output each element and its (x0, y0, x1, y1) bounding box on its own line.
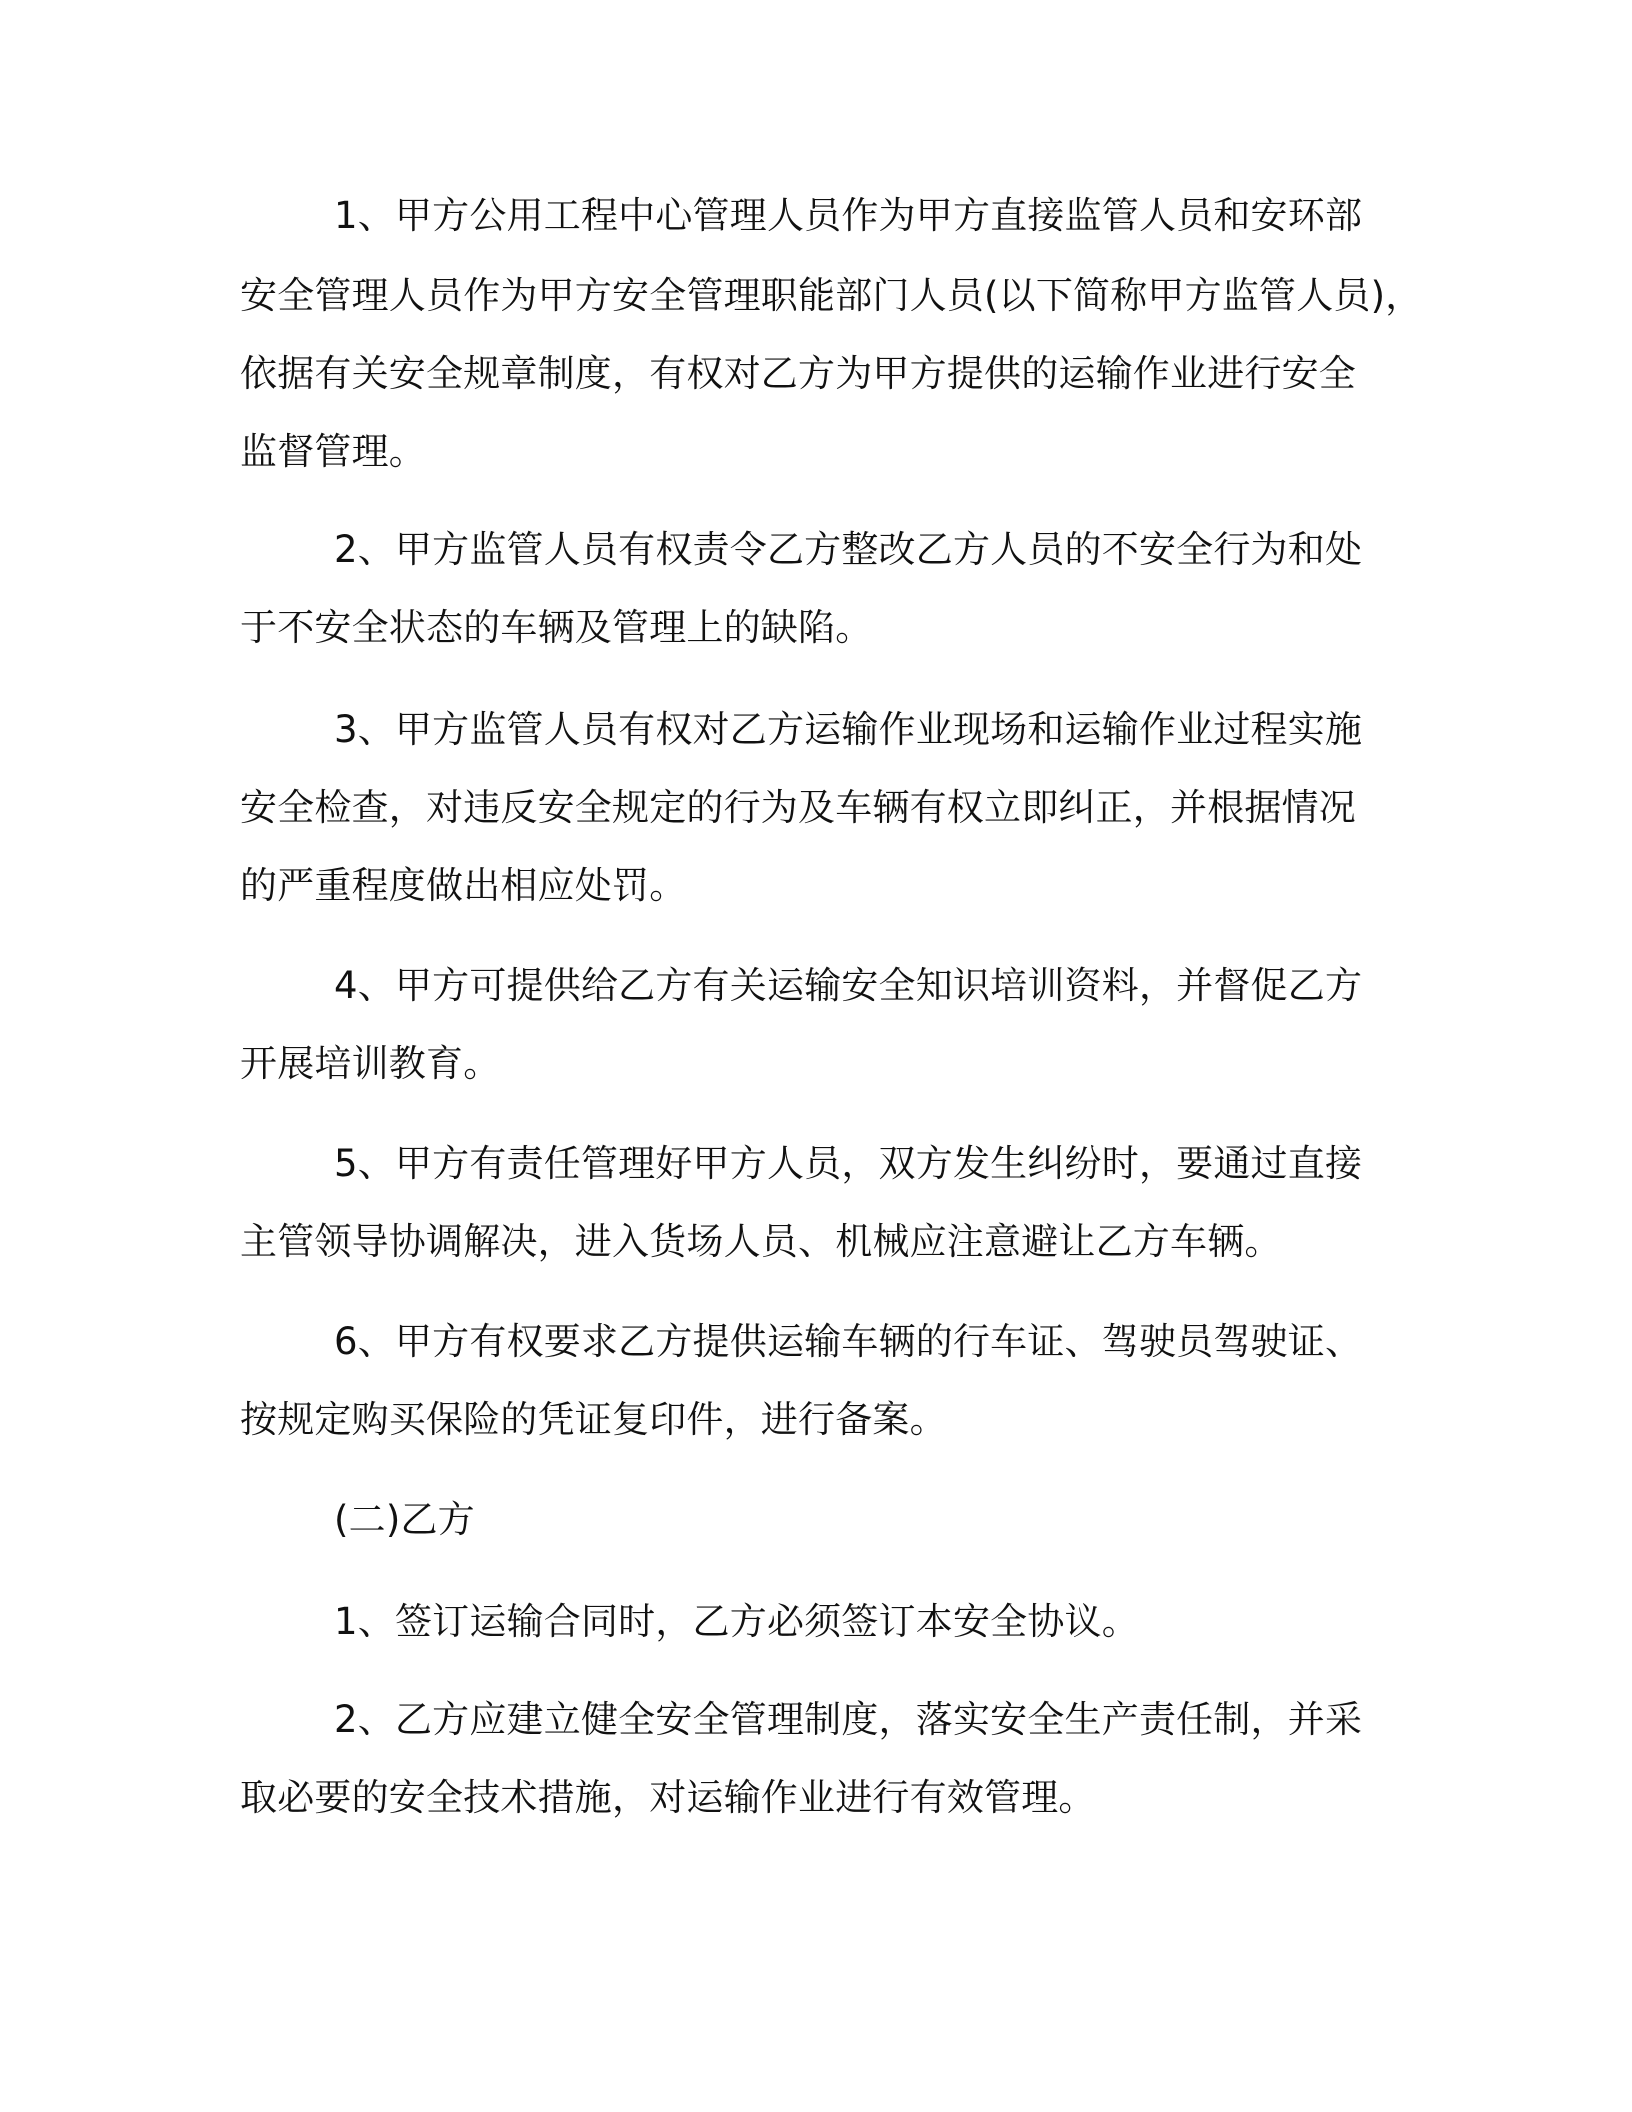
text-line: 安全检查，对违反安全规定的行为及车辆有权立即纠正，并根据情况 (240, 786, 1356, 829)
text-line: 于不安全状态的车辆及管理上的缺陷。 (240, 606, 873, 649)
text-line: 5、甲方有责任管理好甲方人员，双方发生纠纷时，要通过直接 (334, 1142, 1363, 1185)
text-line: 按规定购买保险的凭证复印件，进行备案。 (240, 1398, 947, 1441)
text-line: 依据有关安全规章制度，有权对乙方为甲方提供的运输作业进行安全 (240, 352, 1356, 395)
text-line: 开展培训教育。 (240, 1042, 501, 1085)
text-line: 安全管理人员作为甲方安全管理职能部门人员(以下简称甲方监管人员)， (240, 274, 1423, 317)
text-line: 4、甲方可提供给乙方有关运输安全知识培训资料，并督促乙方 (334, 964, 1363, 1007)
text-line: 取必要的安全技术措施，对运输作业进行有效管理。 (240, 1776, 1096, 1819)
text-line: 2、甲方监管人员有权责令乙方整改乙方人员的不安全行为和处 (334, 528, 1363, 571)
text-line: 监督管理。 (240, 430, 426, 473)
section-heading: (二)乙方 (334, 1498, 475, 1541)
text-line: 1、签订运输合同时，乙方必须签订本安全协议。 (334, 1600, 1139, 1643)
text-line: 6、甲方有权要求乙方提供运输车辆的行车证、驾驶员驾驶证、 (334, 1320, 1363, 1363)
text-line: 主管领导协调解决，进入货场人员、机械应注意避让乙方车辆。 (240, 1220, 1282, 1263)
text-line: 的严重程度做出相应处罚。 (240, 864, 687, 907)
text-line: 3、甲方监管人员有权对乙方运输作业现场和运输作业过程实施 (334, 708, 1363, 751)
text-line: 2、乙方应建立健全安全管理制度，落实安全生产责任制，并采 (334, 1698, 1363, 1741)
text-line: 1、甲方公用工程中心管理人员作为甲方直接监管人员和安环部 (334, 194, 1363, 237)
